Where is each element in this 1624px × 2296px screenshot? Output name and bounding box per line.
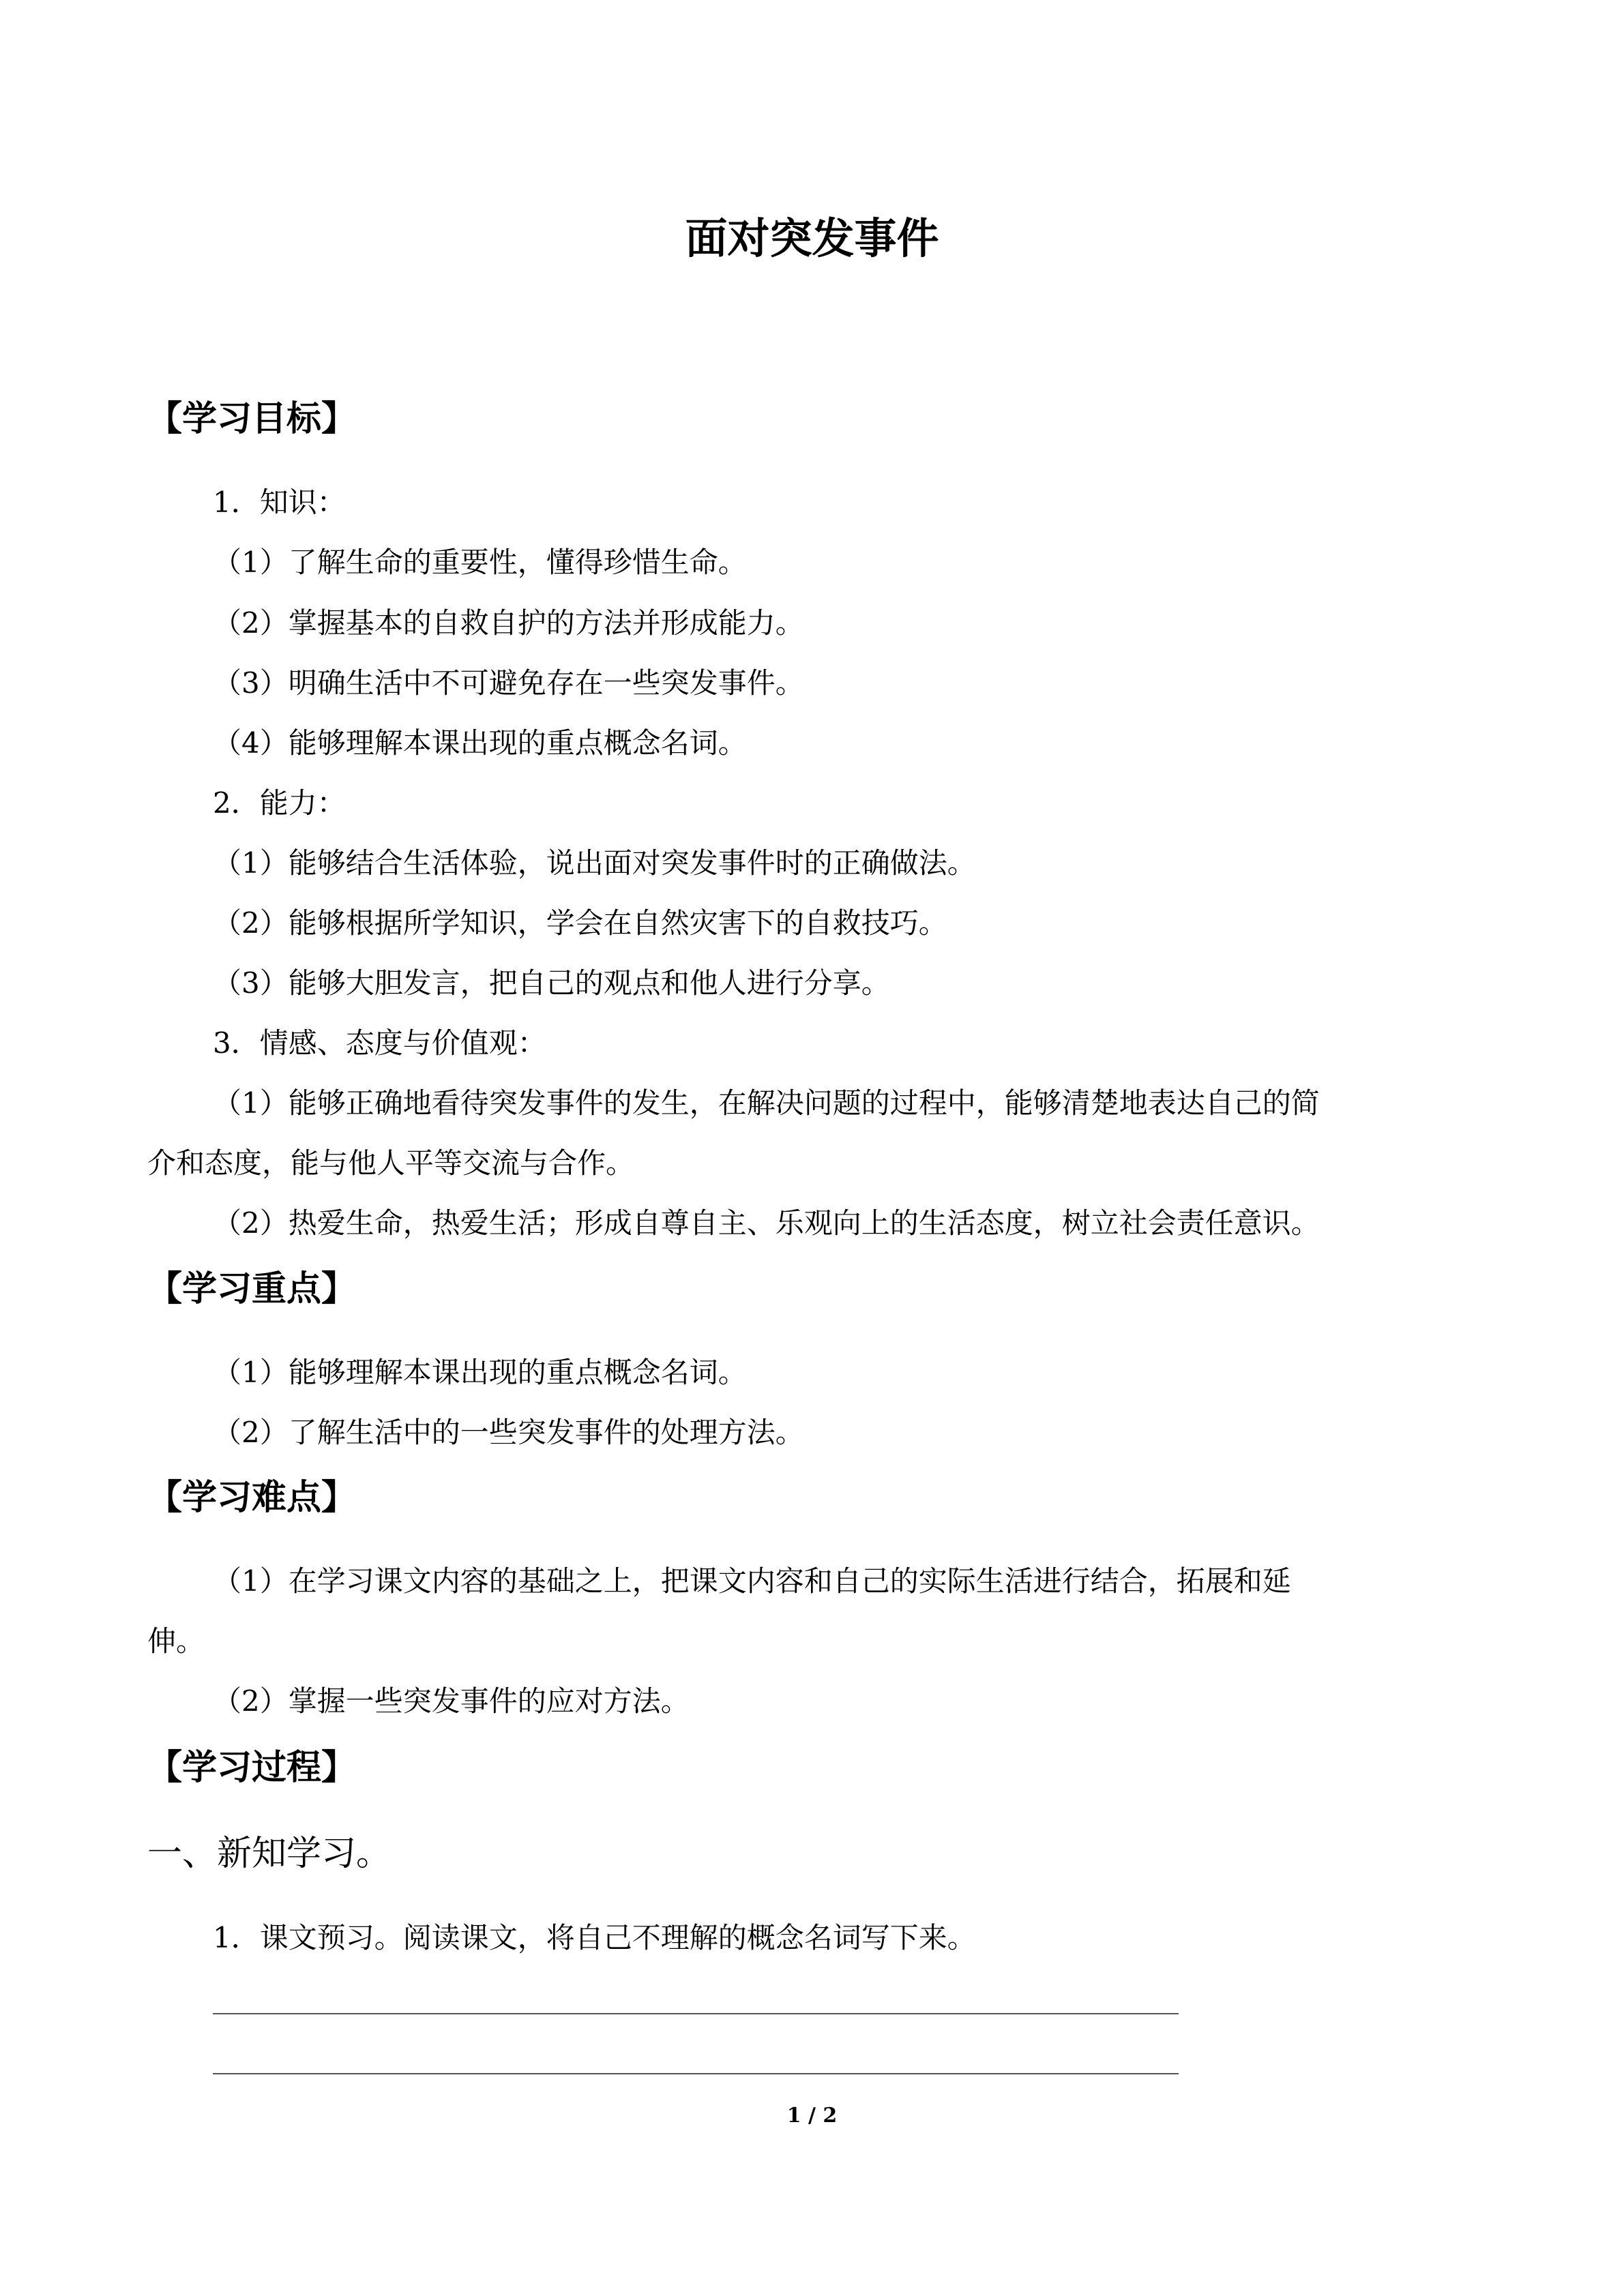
difficulty-line: （2）掌握一些突发事件的应对方法。 xyxy=(213,1684,690,1718)
objective-line: 2．能力： xyxy=(213,786,346,820)
difficulty-line: 伸。 xyxy=(147,1624,205,1658)
answer-line xyxy=(213,2073,1179,2074)
process-line: 1．课文预习。阅读课文，将自己不理解的概念名词写下来。 xyxy=(213,1921,976,1954)
objective-line: 1．知识： xyxy=(213,486,346,519)
document-title: 面对突发事件 xyxy=(685,213,939,263)
key-point-line: （2）了解生活中的一些突发事件的处理方法。 xyxy=(213,1416,804,1449)
objective-line: （1）了解生命的重要性，懂得珍惜生命。 xyxy=(213,546,747,579)
objective-line: （1）能够结合生活体验，说出面对突发事件时的正确做法。 xyxy=(213,846,976,880)
process-subheading: 一、新知学习。 xyxy=(147,1834,392,1874)
objective-line: （2）能够根据所学知识，学会在自然灾害下的自救技巧。 xyxy=(213,906,947,940)
objective-line: （3）明确生活中不可避免存在一些突发事件。 xyxy=(213,666,804,700)
objective-line: （2）热爱生命，热爱生活；形成自尊自主、乐观向上的生活态度，树立社会责任意识。 xyxy=(213,1206,1320,1240)
key-point-line: （1）能够理解本课出现的重点概念名词。 xyxy=(213,1356,747,1389)
answer-line xyxy=(213,2013,1179,2014)
objective-line: （1）能够正确地看待突发事件的发生，在解决问题的过程中，能够清楚地表达自己的简 xyxy=(213,1086,1320,1120)
section-heading-process: 【学习过程】 xyxy=(147,1748,357,1788)
objective-line: （2）掌握基本的自救自护的方法并形成能力。 xyxy=(213,606,804,640)
objective-line: 介和态度，能与他人平等交流与合作。 xyxy=(147,1146,635,1180)
section-heading-key-points: 【学习重点】 xyxy=(147,1269,357,1309)
objective-line: 3．情感、态度与价值观： xyxy=(213,1026,546,1060)
page-number: 1 / 2 xyxy=(786,2104,838,2128)
objective-line: （4）能够理解本课出现的重点概念名词。 xyxy=(213,726,747,760)
section-heading-objectives: 【学习目标】 xyxy=(147,399,357,439)
objective-line: （3）能够大胆发言，把自己的观点和他人进行分享。 xyxy=(213,966,890,1000)
section-heading-difficulties: 【学习难点】 xyxy=(147,1478,357,1518)
difficulty-line: （1）在学习课文内容的基础之上，把课文内容和自己的实际生活进行结合，拓展和延 xyxy=(213,1564,1291,1598)
